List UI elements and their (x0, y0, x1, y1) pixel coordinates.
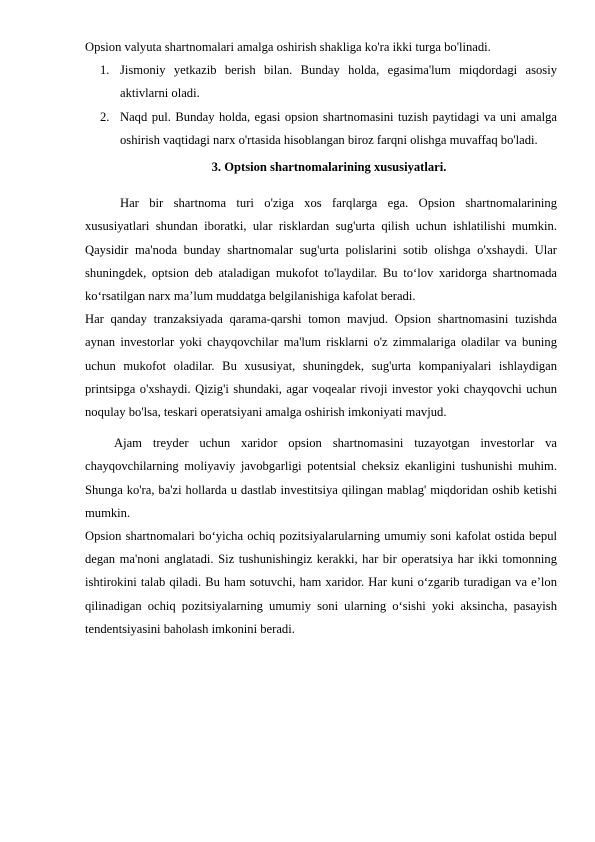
section-heading: 3. Optsion shartnomalarining xususiyatlari. (211, 160, 447, 175)
body-paragraph-3: Ajam treyder uchun xaridor opsion shartnomasini tuzayotgan investorlar va chayqovchilarning moliyaviy javobgarligi potentsial cheksiz ekanligini tushunishi muhim. Shunga ko'ra, ba'zi hollarda u dastlab investitsiya qilingan mablag' miqdoridan oshib ketishi mumkin. (85, 436, 557, 520)
intro-paragraph: Opsion valyuta shartnomalari amalga oshirish shakliga ko'ra ikki turga bo'linadi. (85, 40, 491, 54)
list-item (85, 59, 557, 105)
list-item-text: Jismoniy yetkazib berish bilan. Bunday holda, egasima'lum miqdordagi asosiy aktivlarni oladi. (120, 63, 557, 101)
list-item-number: 1. (100, 63, 110, 78)
list-item (85, 106, 557, 152)
body-paragraph-1: Har bir shartnoma turi o'ziga xos farqlarga ega. Opsion shartnomalarining xususiyatlari shundan iboratki, ular risklardan sug'urta qilish uchun ishlatilishi mumkin. Qaysidir ma'noda bunday shartnomalar sug'urta polislarini sotib olishga o'xshaydi. Ular shuningdek, optsion deb ataladigan mukofot to'laydilar. Bu to‘lov xaridorga shartnomada ko‘rsatilgan narx ma’lum muddatga belgilanishiga kafolat beradi. (85, 196, 557, 304)
settlement-type-list (85, 59, 557, 152)
list-item-text: Naqd pul. Bunday holda, egasi opsion shartnomasini tuzish paytidagi va uni amalga oshirish vaqtidagi narx o'rtasida hisoblangan biroz farqni olishga muvaffaq bo'ladi. (120, 109, 557, 147)
document-page (85, 36, 557, 641)
list-item-number: 2. (100, 109, 110, 124)
body-paragraph-4: Opsion shartnomalari bo‘yicha ochiq pozitsiyalarularning umumiy soni kafolat ostida bepul degan ma'noni anglatadi. Siz tushunishingiz kerakki, har bir operatsiya har ikki tomonning ishtirokini talab qiladi. Bu ham sotuvchi, ham xaridor. Har kuni o‘zgarib turadigan va e’lon qilinadigan ochiq pozitsiyalarning umumiy soni ularning o‘sishi yoki aksincha, pasayish tendentsiyasini baholash imkonini beradi. (85, 529, 557, 636)
body-paragraph-2: Har qanday tranzaksiyada qarama-qarshi tomon mavjud. Opsion shartnomasini tuzishda aynan investorlar yoki chayqovchilar ma'lum risklarni o'z zimmalariga oladilar va buning uchun mukofot oladilar. Bu xususiyat, shuningdek, sug'urta kompaniyalari ishlaydigan printsipga o'xshaydi. Qizig'i shundaki, agar voqealar rivoji investor yoki chayqovchi uchun noqulay bo'lsa, teskari operatsiyani amalga oshirish imkoniyati mavjud. (85, 312, 557, 420)
